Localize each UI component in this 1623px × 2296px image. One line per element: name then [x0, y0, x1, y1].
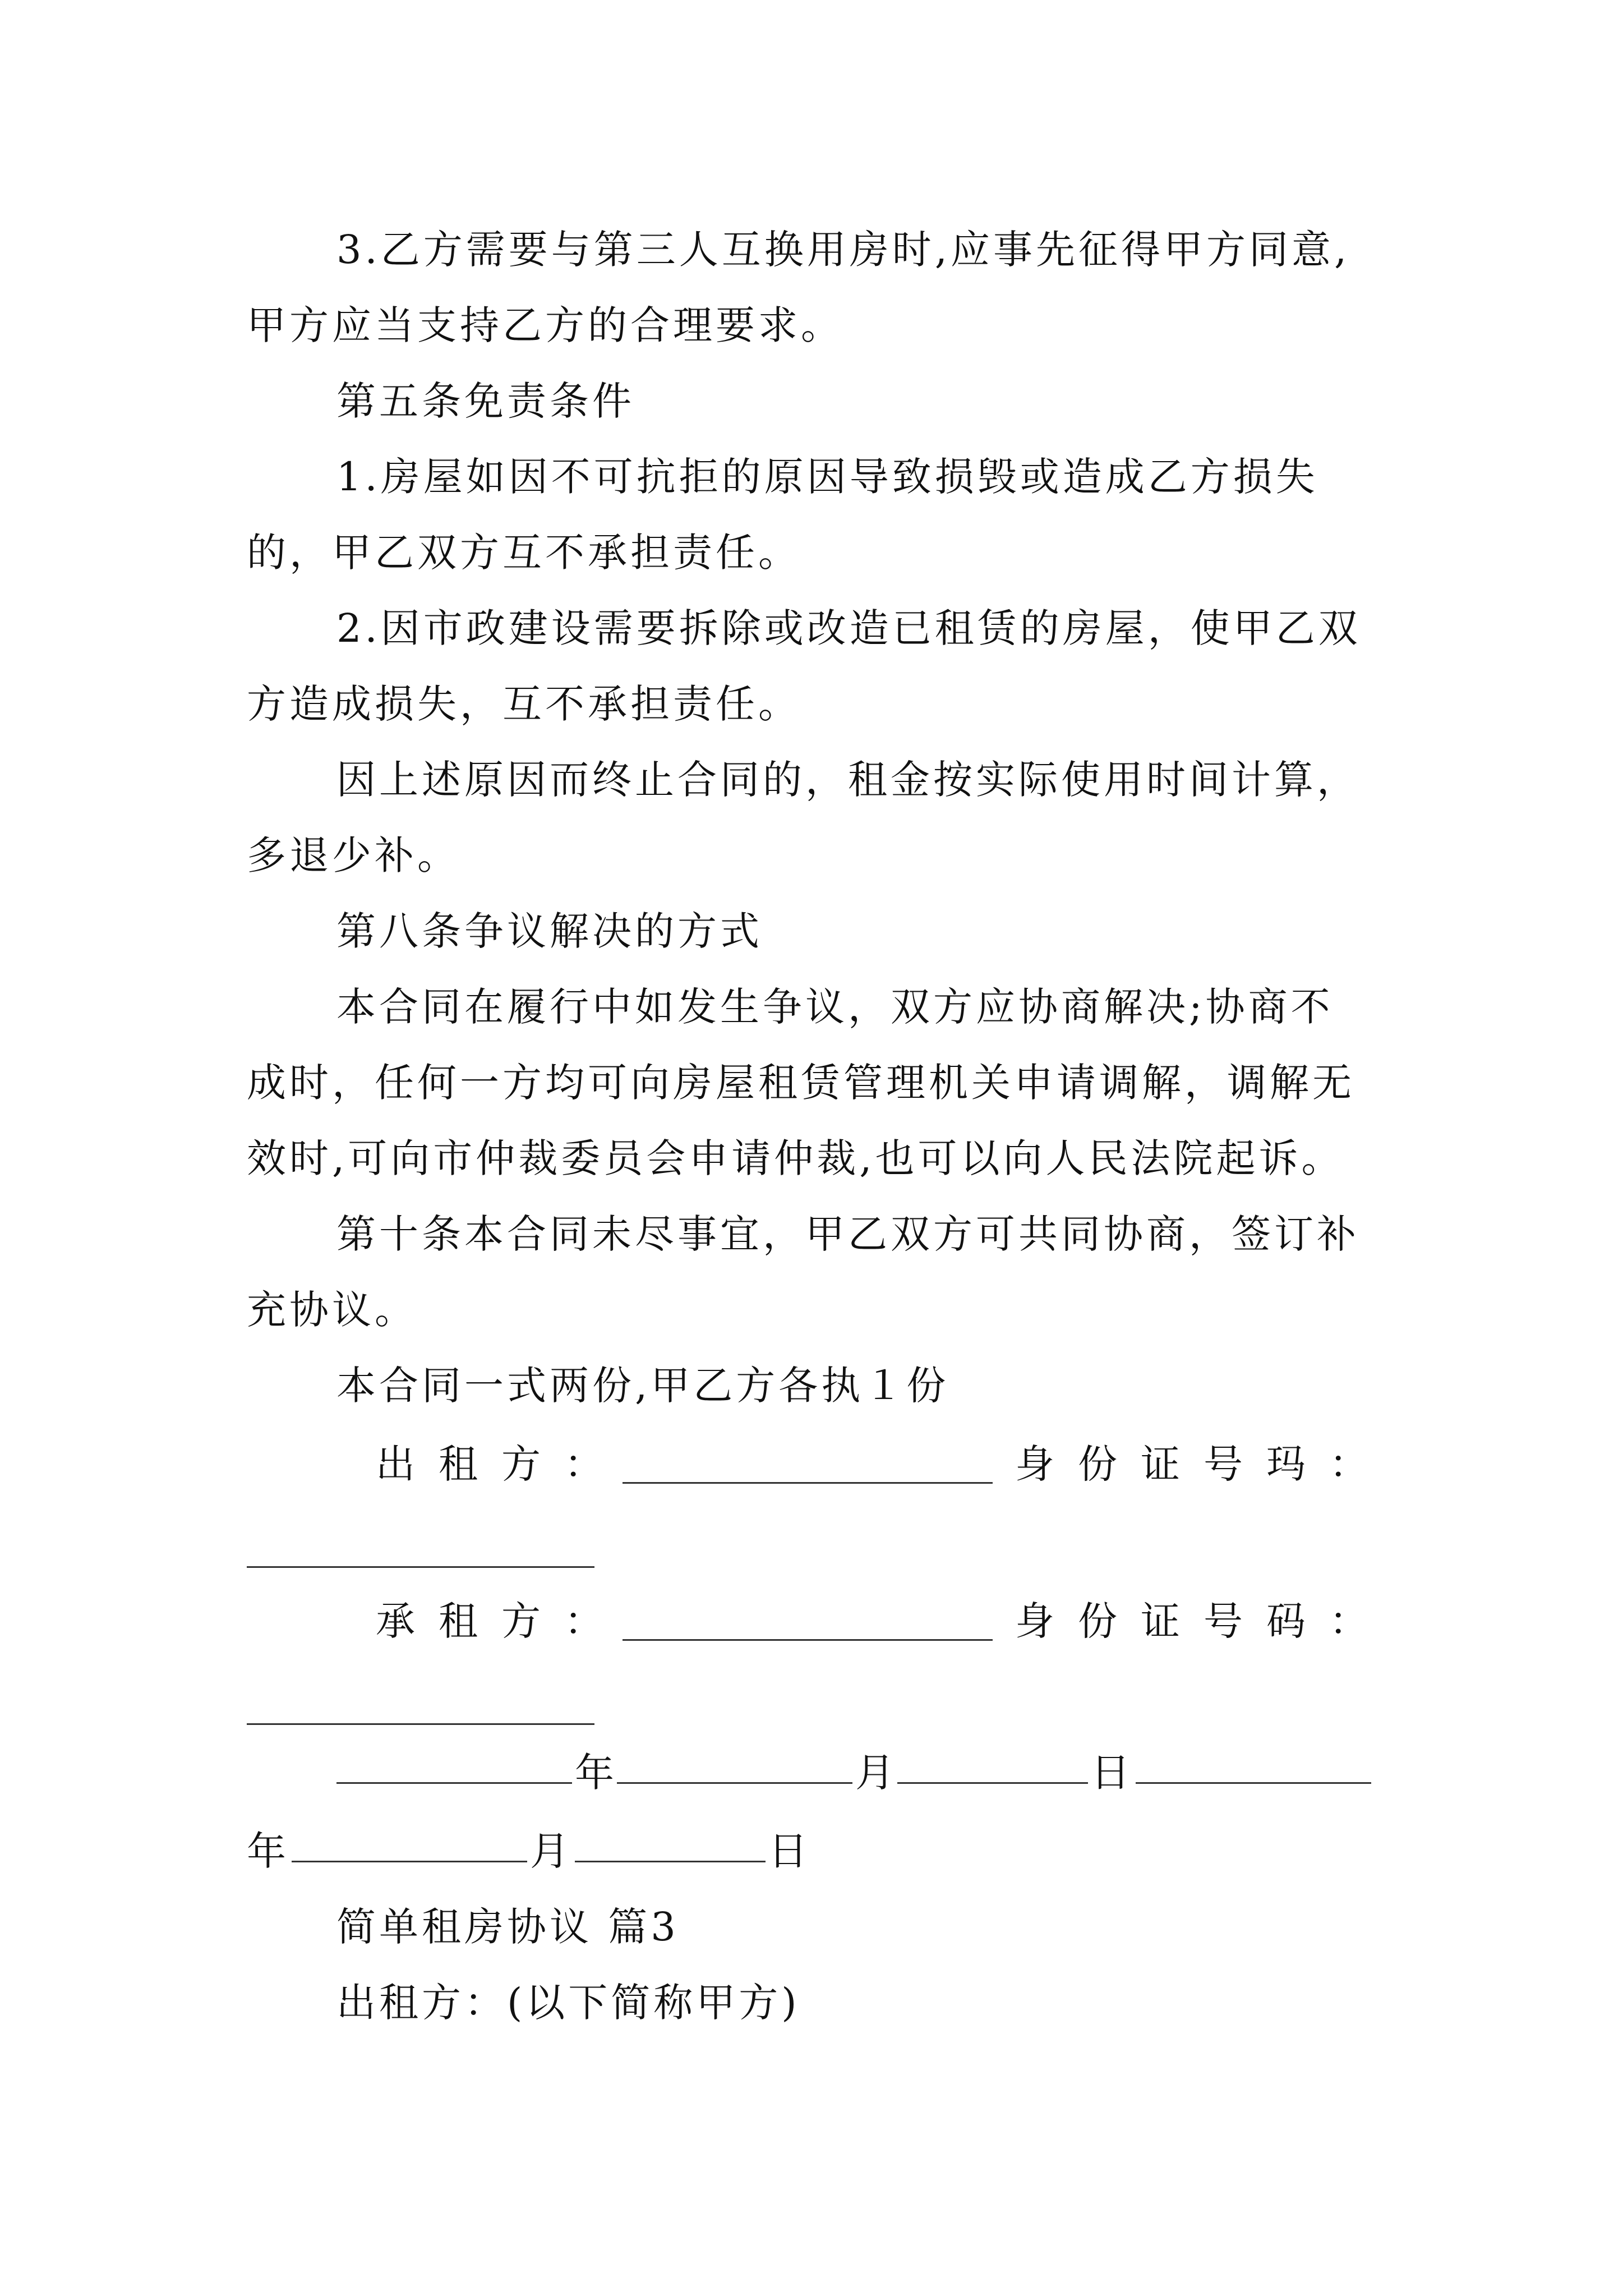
- paragraph-line: 本合同在履行中如发生争议，双方应协商解决;协商不: [336, 984, 1334, 1030]
- paragraph-line: 2.因市政建设需要拆除或改造已租赁的房屋，使甲乙双: [336, 605, 1361, 651]
- paragraph-line: 1.房屋如因不可抗拒的原因导致损毁或造成乙方损失: [336, 454, 1318, 500]
- paragraph-line: 本合同一式两份,甲乙方各执１份: [336, 1363, 949, 1409]
- day-label: 日: [1091, 1750, 1130, 1796]
- paragraph-line: 多退少补。: [247, 832, 460, 878]
- lessor-label: 出租方：: [376, 1441, 627, 1487]
- paragraph-line: 3.乙方需要与第三人互换用房时,应事先征得甲方同意,: [336, 227, 1350, 273]
- month-blank-2: [292, 1826, 527, 1862]
- lessee-id-blank: [247, 1688, 594, 1725]
- lessee-blank: [623, 1604, 993, 1641]
- section-title: 简单租房协议 篇3: [336, 1904, 679, 1950]
- lessor-blank: [623, 1447, 993, 1484]
- paragraph-line: 充协议。: [247, 1287, 417, 1333]
- year-blank: [336, 1747, 572, 1784]
- day-blank: [897, 1747, 1088, 1784]
- section-heading: 第五条免责条件: [336, 378, 635, 424]
- lessor-id-blank: [247, 1531, 594, 1568]
- month-label-2: 月: [530, 1828, 569, 1874]
- paragraph-line: 效时,可向市仲裁委员会申请仲裁,也可以向人民法院起诉。: [247, 1135, 1344, 1181]
- section-heading: 第八条争议解决的方式: [336, 908, 763, 954]
- year-label-2: 年: [247, 1828, 286, 1874]
- month-label: 月: [855, 1750, 895, 1796]
- lessee-label: 承租方：: [376, 1598, 627, 1644]
- day-blank-2: [575, 1826, 766, 1862]
- paragraph-line: 因上述原因而终止合同的，租金按实际使用时间计算，: [336, 757, 1359, 803]
- lessor-intro: 出租方：(以下简称甲方): [336, 1980, 800, 2026]
- day-label-2: 日: [768, 1828, 808, 1874]
- paragraph-line: 第十条本合同未尽事宜，甲乙双方可共同协商，签订补: [336, 1211, 1359, 1257]
- month-blank: [617, 1747, 852, 1784]
- lessee-id-label: 身份证号码：: [1015, 1598, 1392, 1644]
- lessor-id-label: 身份证号玛：: [1015, 1441, 1392, 1487]
- year-blank-2: [1136, 1747, 1371, 1784]
- paragraph-line: 甲方应当支持乙方的合理要求。: [247, 302, 843, 348]
- paragraph-line: 方造成损失，互不承担责任。: [247, 681, 801, 727]
- paragraph-line: 成时，任何一方均可向房屋租赁管理机关申请调解，调解无: [247, 1060, 1355, 1106]
- year-label: 年: [575, 1750, 614, 1796]
- paragraph-line: 的，甲乙双方互不承担责任。: [247, 530, 801, 576]
